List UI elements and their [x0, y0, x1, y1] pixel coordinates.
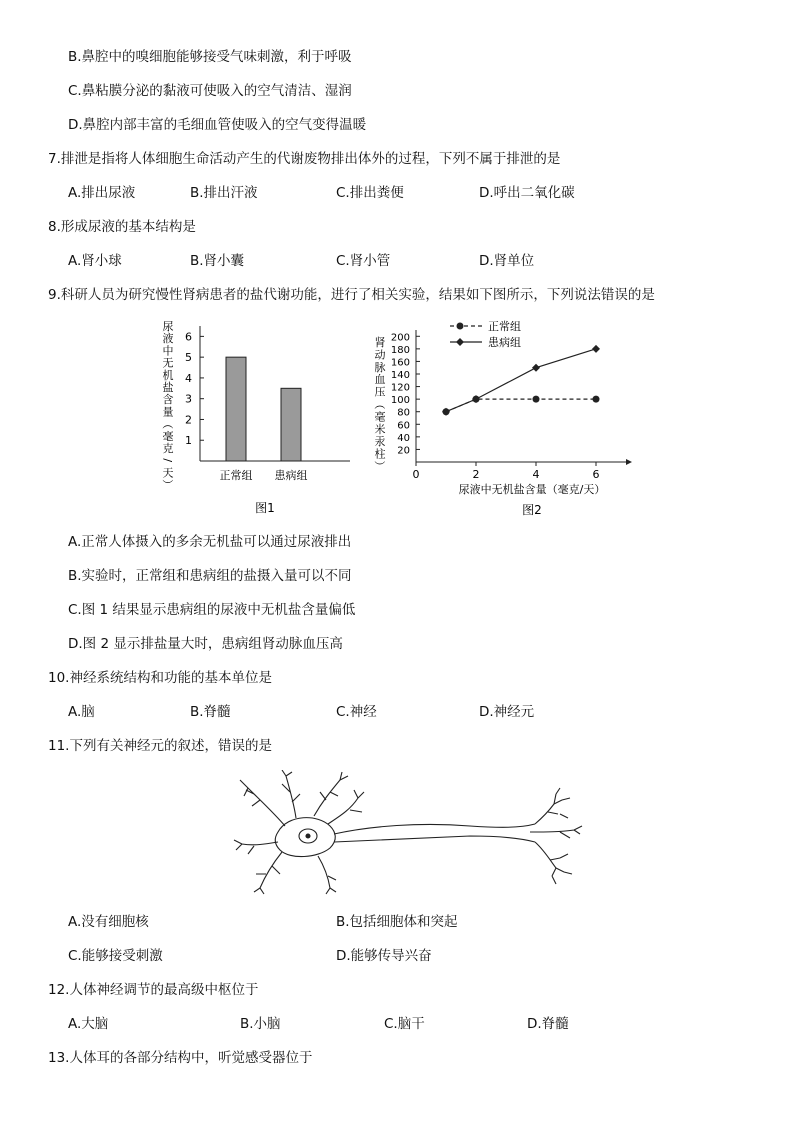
fig2-ytick-label: 40: [397, 432, 410, 444]
q9-option-d: D.图 2 显示排盐量大时，患病组肾动脉血压高: [68, 636, 343, 652]
fig2-legend-label: 正常组: [488, 320, 521, 333]
q10-option-c: C.神经: [336, 704, 377, 720]
fig2-ytick-label: 200: [390, 332, 410, 344]
q11-option-c: C.能够接受刺激: [68, 948, 163, 964]
neuron-cell-body: [275, 818, 335, 857]
neuron-dendrite-4: [328, 790, 364, 824]
fig1-ytick-label: 4: [185, 371, 192, 385]
neuron-axon: [334, 824, 535, 842]
neuron-illustration: [230, 770, 590, 895]
fig2-ylabel-char: 柱: [374, 447, 386, 461]
fig1-ytick-label: 3: [185, 392, 192, 406]
q6-option-c: C.鼻粘膜分泌的黏液可使吸入的空气清洁、湿润: [68, 83, 352, 99]
q9-stem: 9.科研人员为研究慢性肾病患者的盐代谢功能，进行了相关实验，结果如下图所示，下列说法错误的是: [48, 287, 655, 303]
q11-stem: 11.下列有关神经元的叙述，错误的是: [48, 738, 272, 754]
neuron-nucleolus: [306, 834, 310, 838]
fig2-point-patient: [442, 408, 450, 416]
q10-option-a: A.脑: [68, 704, 95, 720]
q10-option-b: B.脊髓: [190, 704, 231, 720]
fig2-ylabel-char: 压: [374, 385, 386, 399]
q12-stem: 12.人体神经调节的最高级中枢位于: [48, 982, 259, 998]
fig2-ytick-label: 160: [390, 357, 410, 369]
q11-option-d: D.能够传导兴奋: [336, 948, 432, 964]
fig1-ylabel-char: 中: [162, 344, 174, 358]
fig1-ylabel-char: 盐: [162, 381, 174, 394]
fig1-ytick-label: 6: [185, 330, 192, 344]
fig1-ylabel-char: 天: [162, 466, 174, 480]
fig2-ylabel-char: ）: [373, 460, 386, 472]
neuron-dendrite-1: [240, 780, 285, 826]
fig2-series-line-1: [446, 399, 596, 412]
q10-stem: 10.神经系统结构和功能的基本单位是: [48, 670, 272, 686]
fig2-x-axis-arrow: [626, 459, 632, 465]
fig1-category-label: 正常组: [219, 469, 253, 482]
q8-option-c: C.肾小管: [336, 253, 391, 269]
q13-stem: 13.人体耳的各部分结构中，听觉感受器位于: [48, 1050, 313, 1066]
fig2-point-patient: [592, 345, 600, 353]
fig2-ytick-label: 120: [390, 382, 410, 394]
figure-2-line-chart: [370, 316, 635, 521]
fig2-ylabel-char: （: [373, 398, 386, 410]
q9-option-b: B.实验时，正常组和患病组的盐摄入量可以不同: [68, 568, 352, 584]
fig2-ytick-label: 100: [390, 395, 410, 407]
fig2-ylabel-char: 动: [374, 348, 386, 362]
fig2-legend-label: 患病组: [488, 336, 521, 349]
fig1-bar-1: [226, 357, 246, 461]
fig2-point-patient: [472, 395, 480, 403]
neuron-dendrite-3: [314, 772, 348, 816]
fig2-xtick-label: 2: [472, 468, 480, 481]
fig2-xtick-label: 0: [412, 468, 420, 481]
q8-option-d: D.肾单位: [479, 253, 535, 269]
fig1-ylabel: [161, 320, 174, 490]
fig2-point-normal: [593, 396, 600, 403]
fig1-bar-2: [281, 388, 301, 461]
fig2-ylabel-char: 脉: [374, 360, 386, 374]
q11-option-a: A.没有细胞核: [68, 914, 149, 930]
fig2-ylabel: [373, 335, 386, 472]
q8-stem: 8.形成尿液的基本结构是: [48, 219, 196, 235]
fig2-xtick-label: 4: [532, 468, 540, 481]
fig1-caption: 图1: [255, 501, 275, 515]
neuron-axon-terminal-lower: [535, 842, 572, 884]
fig2-ylabel-char: 米: [374, 422, 386, 436]
fig2-ylabel-char: 汞: [374, 435, 386, 449]
q10-option-d: D.神经元: [479, 704, 535, 720]
fig1-ytick-label: 1: [185, 434, 192, 448]
fig2-caption: 图2: [522, 503, 542, 517]
q9-option-a: A.正常人体摄入的多余无机盐可以通过尿液排出: [68, 534, 352, 550]
q12-option-d: D.脊髓: [527, 1016, 569, 1032]
q12-option-b: B.小脑: [240, 1016, 281, 1032]
q12-option-c: C.脑干: [384, 1016, 425, 1032]
neuron-dendrite-7: [318, 856, 336, 894]
fig2-ytick-label: 60: [397, 420, 410, 432]
fig1-ytick-label: 5: [185, 351, 192, 365]
q12-option-a: A.大脑: [68, 1016, 109, 1032]
fig2-series-line-2: [446, 349, 596, 412]
neuron-dendrite-5: [234, 840, 278, 854]
fig1-ylabel-char: （: [161, 418, 174, 430]
fig1-ylabel-char: 含: [162, 393, 174, 407]
q7-option-c: C.排出粪便: [336, 185, 404, 201]
fig2-legend-marker: [456, 338, 464, 346]
fig1-category-label: 患病组: [274, 469, 308, 482]
fig1-ylabel-char: 量: [162, 405, 174, 419]
fig1-ylabel-char: 毫: [162, 429, 174, 443]
fig1-ylabel-char: 无: [162, 356, 174, 370]
neuron-dendrite-6: [254, 852, 282, 894]
fig2-ylabel-char: 肾: [374, 336, 386, 349]
q7-option-a: A.排出尿液: [68, 185, 136, 201]
q8-option-a: A.肾小球: [68, 253, 122, 269]
fig2-point-normal: [533, 396, 540, 403]
fig2-xtick-label: 6: [592, 468, 600, 481]
fig2-ylabel-char: 血: [374, 373, 386, 387]
fig2-ytick-label: 140: [390, 370, 410, 381]
fig1-ytick-label: 2: [185, 413, 192, 427]
fig1-ylabel-char: 机: [162, 368, 174, 382]
fig2-ytick-label: 20: [397, 445, 410, 457]
q6-option-d: D.鼻腔内部丰富的毛细血管使吸入的空气变得温暖: [68, 117, 367, 133]
q6-option-b: B.鼻腔中的嗅细胞能够接受气味刺激，利于呼吸: [68, 49, 352, 65]
q7-option-d: D.呼出二氧化碳: [479, 185, 575, 201]
neuron-dendrite-2: [282, 770, 300, 818]
fig1-ylabel-char: /: [161, 458, 174, 463]
q8-option-b: B.肾小囊: [190, 253, 245, 269]
q9-option-c: C.图 1 结果显示患病组的尿液中无机盐含量偏低: [68, 602, 356, 618]
neuron-axon-terminal-mid: [530, 826, 582, 838]
fig2-legend-marker: [457, 323, 464, 330]
fig1-ylabel-char: 液: [162, 332, 174, 346]
fig2-point-patient: [532, 364, 540, 372]
q11-option-b: B.包括细胞体和突起: [336, 914, 458, 930]
fig1-ylabel-char: 克: [162, 442, 174, 455]
fig2-xlabel: 尿液中无机盐含量（毫克/天）: [458, 483, 606, 496]
fig2-ytick-label: 180: [390, 344, 410, 356]
figure-1-bar-chart: [150, 316, 360, 521]
neuron-axon-terminal-upper: [535, 788, 570, 824]
fig1-ylabel-char: 尿: [162, 320, 174, 333]
q7-stem: 7.排泄是指将人体细胞生命活动产生的代谢废物排出体外的过程，下列不属于排泄的是: [48, 151, 561, 167]
q7-option-b: B.排出汗液: [190, 185, 258, 201]
fig2-ylabel-char: 毫: [374, 410, 386, 424]
fig1-ylabel-char: ）: [161, 479, 174, 491]
fig2-ytick-label: 80: [397, 407, 410, 419]
